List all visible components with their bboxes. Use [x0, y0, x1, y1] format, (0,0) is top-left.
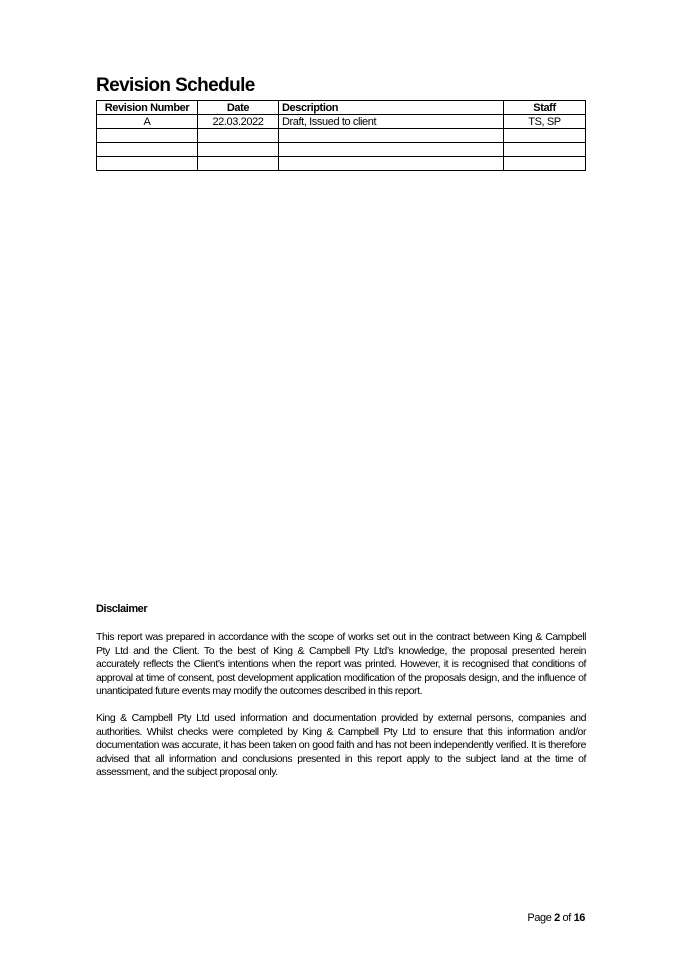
cell-revision-number: A [97, 115, 198, 129]
cell-revision-number [97, 129, 198, 143]
page-number: 2 [554, 912, 560, 924]
cell-staff [504, 143, 586, 157]
table-row [97, 157, 586, 171]
revision-schedule-table [96, 100, 586, 171]
page-title: Revision Schedule [96, 75, 255, 96]
cell-description [279, 129, 504, 143]
page-label: Page [527, 912, 552, 924]
cell-description [279, 157, 504, 171]
cell-date [198, 143, 279, 157]
disclaimer-heading: Disclaimer [96, 603, 148, 615]
cell-staff: TS, SP [504, 115, 586, 129]
header-staff: Staff [504, 101, 586, 115]
table-row [97, 143, 586, 157]
cell-staff [504, 129, 586, 143]
header-date: Date [198, 101, 279, 115]
disclaimer-paragraph: This report was prepared in accordance with the scope of works set out in the contract between King & Campbell Pty Ltd and the Client. To the best of King & Campbell Pty Ltd’s knowledge, the proposal presented herein accurately reflects the Client’s intentions when the report was printed. However, it is recognised that conditions of approval at time of consent, post development application modification of the proposals design, and the influence of unanticipated future events may modify the outcomes described in this report. [96, 631, 586, 698]
cell-revision-number [97, 157, 198, 171]
cell-date [198, 157, 279, 171]
table-header-row [97, 101, 586, 115]
cell-revision-number [97, 143, 198, 157]
cell-description: Draft, Issued to client [279, 115, 504, 129]
header-description: Description [279, 101, 504, 115]
page-footer [527, 912, 585, 924]
header-revision-number: Revision Number [97, 101, 198, 115]
of-label: of [562, 912, 571, 924]
total-pages: 16 [573, 912, 585, 924]
table-row [97, 115, 586, 129]
table-row [97, 129, 586, 143]
disclaimer-section [96, 602, 586, 793]
disclaimer-paragraph: King & Campbell Pty Ltd used information and documentation provided by external persons, companies and authorities. Whilst checks were completed by King & Campbell Pty Ltd to ensure that this information and/or documentation was accurate, it has been taken on good faith and has not been independently verified. It is therefore advised that all information and conclusions presented in this report apply to the subject land at the time of assessment, and the subject proposal only. [96, 711, 586, 779]
cell-date [198, 129, 279, 143]
cell-staff [504, 157, 586, 171]
cell-description [279, 143, 504, 157]
cell-date: 22.03.2022 [198, 115, 279, 129]
